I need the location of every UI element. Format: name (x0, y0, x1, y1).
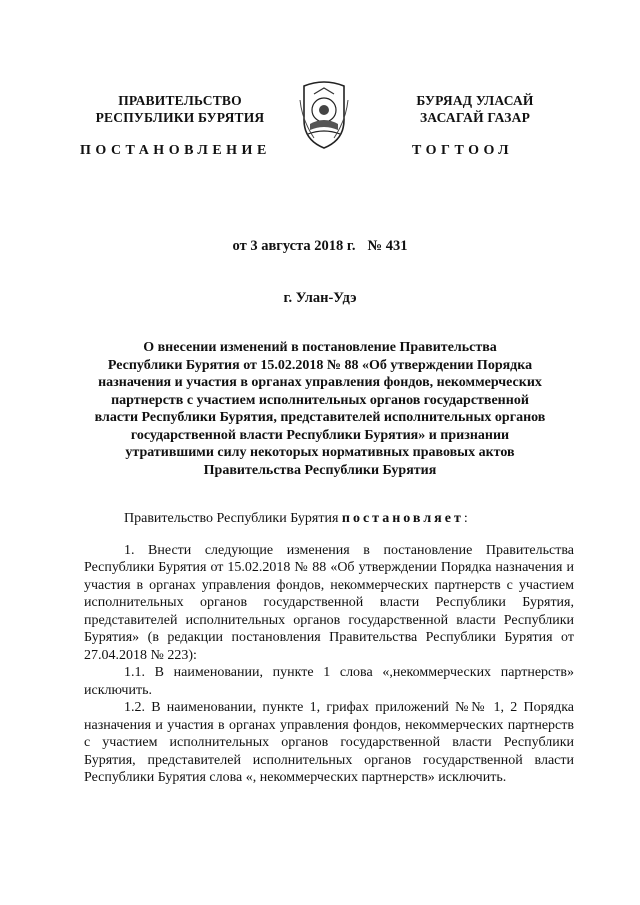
city: г. Улан-Удэ (283, 290, 357, 306)
title-line: власти Республики Бурятия, представителей исполнительных органов (94, 410, 546, 425)
issuer-name-buryat (380, 92, 570, 126)
document-body (84, 510, 574, 787)
issuer-line-2: РЕСПУБЛИКИ БУРЯТИЯ (95, 110, 265, 125)
issuer-name-russian (80, 92, 280, 126)
document-kind-buryat: ТОГТООЛ (412, 143, 514, 158)
clause-1-1: 1.1. В наименовании, пункте 1 слова «,некоммерческих партнерств» исключить. (84, 665, 574, 698)
enacting-subject: Правительство Республики Бурятия (124, 511, 342, 526)
issuer-buryat-line-2: ЗАСАГАЙ ГАЗАР (419, 110, 531, 125)
enacting-verb: постановляет (341, 511, 464, 526)
enacting-colon: : (463, 511, 468, 526)
title-line: Республики Бурятия от 15.02.2018 № 88 «Об утверждении Порядка (107, 357, 533, 373)
document-kind-russian: ПОСТАНОВЛЕНИЕ (80, 143, 271, 158)
title-line: утратившими силу некоторых нормативных правовых актов (125, 445, 515, 460)
document-date: от 3 августа 2018 г. (232, 238, 356, 254)
document-title (70, 339, 570, 479)
issuer-buryat-line-1: БУРЯАД УЛАСАЙ (416, 93, 534, 108)
title-line: О внесении изменений в постановление Правительства (143, 340, 497, 355)
title-line: Правительства Республики Бурятия (203, 462, 437, 478)
enacting-clause (84, 510, 574, 528)
clause-1-2: 1.2. В наименовании, пункте 1, грифах приложений №№ 1, 2 Порядка назначения и участия в органах управления фондов, некоммерческих партнерств с участием исполнительных органов государственной власти Республики Бурятия, представителей исполнительных органов государственной власти Республики Бурятия слова «, некоммерческих партнерств» исключить. (84, 700, 574, 785)
issuer-line-1: ПРАВИТЕЛЬСТВО (118, 93, 242, 108)
document-number: № 431 (367, 238, 408, 254)
title-line: назначения и участия в органах управления фондов, некоммерческих (98, 375, 542, 390)
date-number-line (0, 238, 640, 255)
clause-1: 1. Внести следующие изменения в постановление Правительства Республики Бурятия от 15.02.2018 № 88 «Об утверждении Порядка назначения и участия в органах управления фондов, некоммерческих партнерств с участием исполнительных органов государственной власти Республики Бурятия, представителей исполнительных органов государственной власти Республики Бурятия» (в редакции постановления Правительства Республики Бурятия от 27.04.2018 № 223): (84, 542, 574, 663)
title-line: государственной власти Республики Бурятия» и признании (130, 427, 510, 443)
coat-of-arms-icon (296, 80, 352, 150)
title-line: партнерств с участием исполнительных органов государственной (111, 392, 529, 408)
